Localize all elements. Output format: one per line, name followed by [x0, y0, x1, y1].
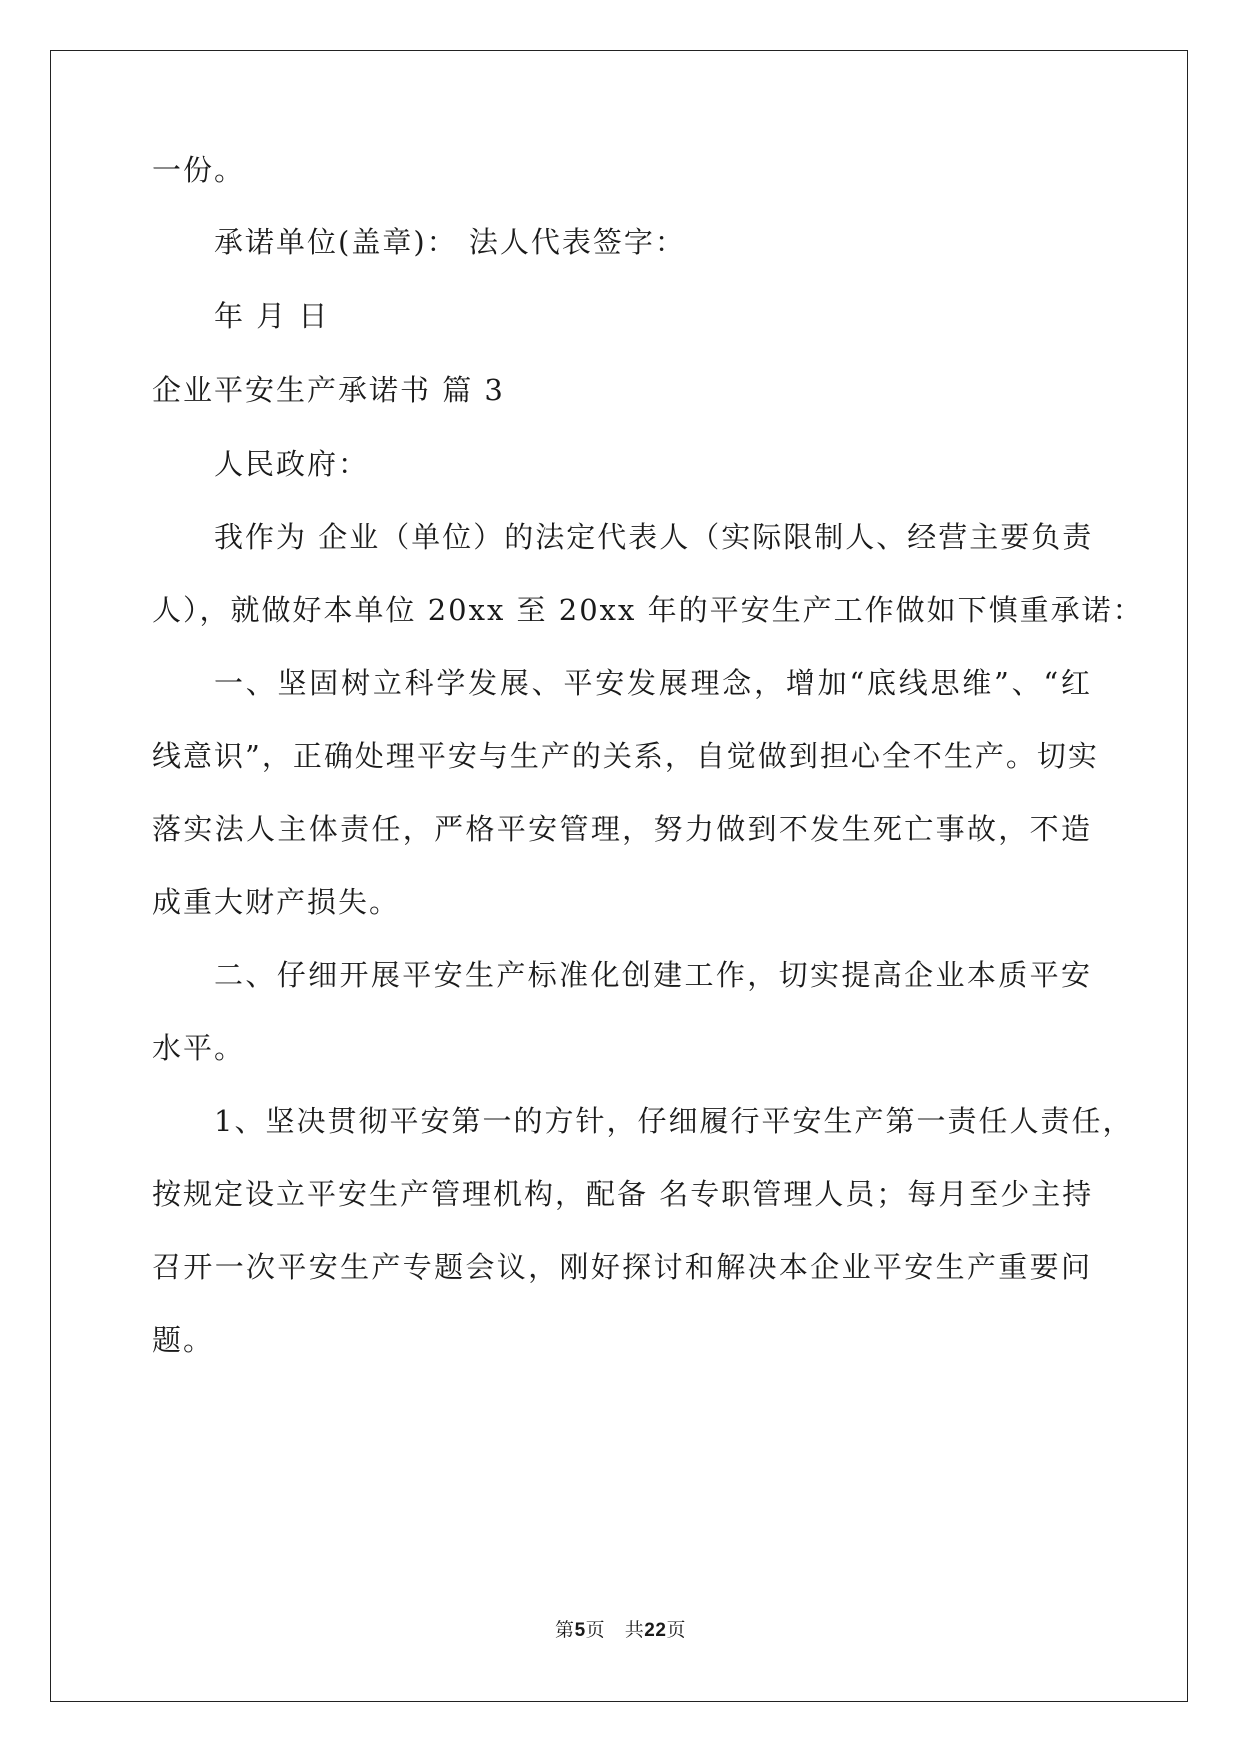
total-pages: 22 [644, 1620, 667, 1641]
page-number: 5 [574, 1620, 586, 1641]
text-line: 人），就做好本单位 20xx 至 20xx 年的平安生产工作做如下慎重承诺： [152, 593, 1144, 627]
section-heading: 企业平安生产承诺书 篇 3 [152, 373, 505, 407]
text-line: 题。 [152, 1323, 215, 1357]
footer-prefix: 第 [555, 1619, 575, 1641]
date-line: 年 月 日 [214, 299, 330, 333]
text-line: 落实法人主体责任，严格平安管理，努力做到不发生死亡事故，不造 [152, 812, 1092, 846]
text-line: 1、坚决贯彻平安第一的方针，仔细履行平安生产第一责任人责任， [214, 1104, 1134, 1138]
text-line: 水平。 [152, 1031, 246, 1065]
text-line: 我作为 企业（单位）的法定代表人（实际限制人、经营主要负责 [214, 520, 1094, 554]
footer-page-suffix: 页 [585, 1619, 606, 1641]
text-line: 一份。 [152, 153, 246, 187]
text-line: 二、仔细开展平安生产标准化创建工作，切实提高企业本质平安 [214, 958, 1092, 992]
text-line: 召开一次平安生产专题会议，刚好探讨和解决本企业平安生产重要问 [152, 1250, 1092, 1284]
text-line: 一、坚固树立科学发展、平安发展理念，增加“底线思维”、“红 [214, 666, 1092, 700]
footer-total-suffix: 页 [666, 1619, 686, 1641]
text-line: 线意识”，正确处理平安与生产的关系，自觉做到担心全不生产。切实 [152, 739, 1099, 773]
addressee: 人民政府： [214, 447, 370, 481]
signature-line: 承诺单位(盖章)： 法人代表签字： [214, 225, 686, 259]
footer-total-prefix: 共 [624, 1619, 645, 1641]
text-line: 按规定设立平安生产管理机构，配备 名专职管理人员；每月至少主持 [152, 1177, 1094, 1211]
text-line: 成重大财产损失。 [152, 885, 401, 919]
page-footer [0, 1618, 1241, 1643]
